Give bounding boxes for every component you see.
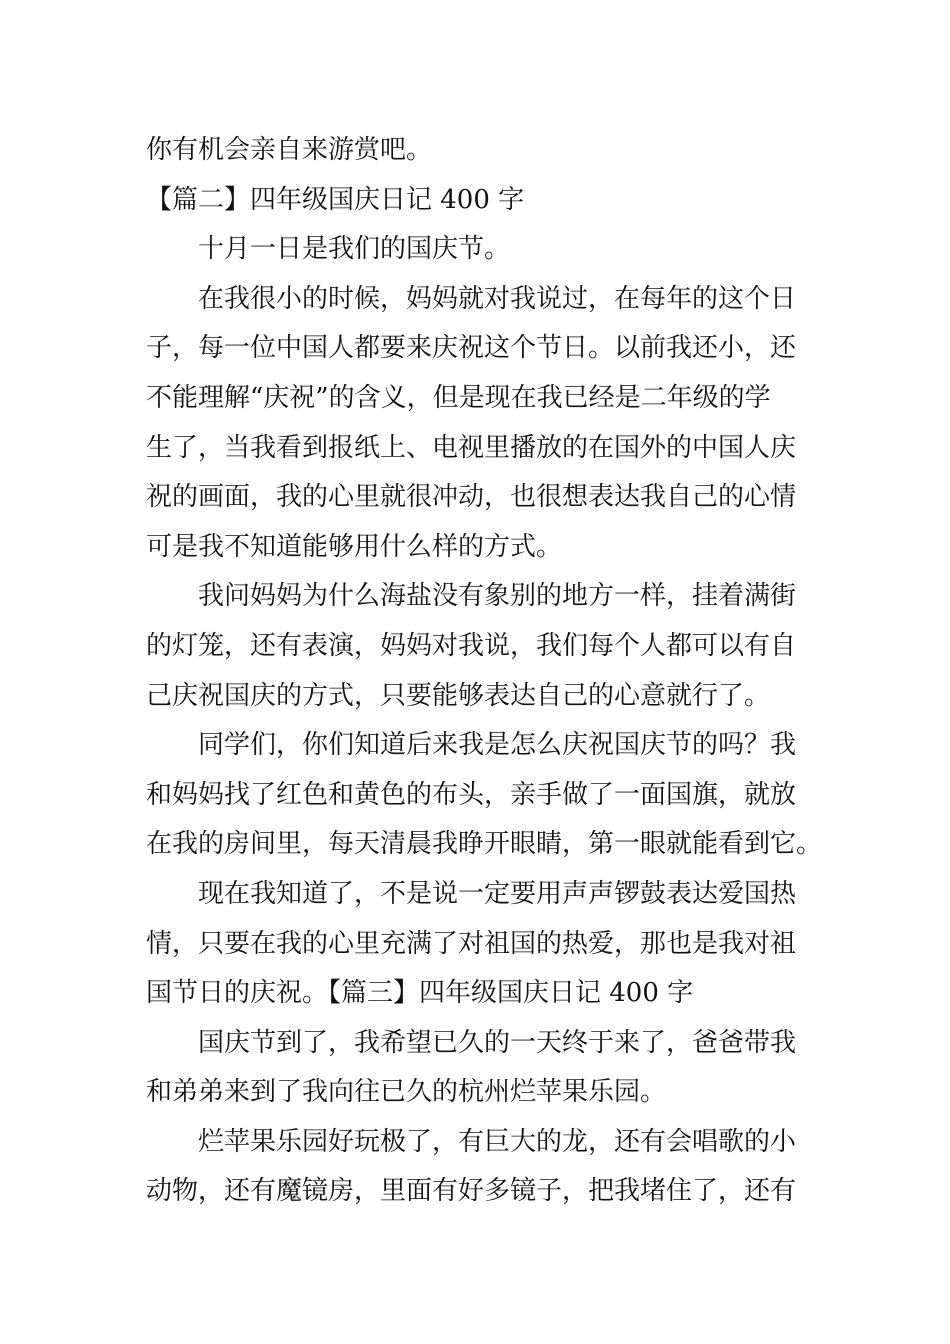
text-line: 祝的画面，我的心里就很冲动，也很想表达我自己的心情 bbox=[146, 482, 797, 513]
text-line: 和妈妈找了红色和黄色的布头，亲手做了一面国旗，就放 bbox=[146, 779, 797, 810]
paragraph-line: 烂苹果乐园好玩极了，有巨大的龙，还有会唱歌的小 bbox=[198, 1126, 797, 1157]
paragraph-line: 十月一日是我们的国庆节。 bbox=[198, 234, 511, 265]
text-line: 国节日的庆祝。【篇三】四年级国庆日记 400 字 bbox=[146, 978, 694, 1009]
paragraph-line: 国庆节到了，我希望已久的一天终于来了，爸爸带我 bbox=[198, 1027, 797, 1058]
paragraph-line: 同学们，你们知道后来我是怎么庆祝国庆节的吗？我 bbox=[198, 730, 797, 761]
paragraph-line: 在我很小的时候，妈妈就对我说过，在每年的这个日 bbox=[198, 283, 797, 314]
section-heading-2: 【篇二】四年级国庆日记 400 字 bbox=[146, 184, 525, 215]
paragraph-line: 现在我知道了，不是说一定要用声声锣鼓表达爱国热 bbox=[198, 878, 797, 909]
text-line: 可是我不知道能够用什么样的方式。 bbox=[146, 531, 563, 562]
document-body bbox=[146, 126, 823, 1217]
text-line: 动物，还有魔镜房，里面有好多镜子，把我堵住了，还有 bbox=[146, 1176, 797, 1207]
text-line: 生了，当我看到报纸上、电视里播放的在国外的中国人庆 bbox=[146, 432, 797, 463]
text-line: 己庆祝国庆的方式，只要能够表达自己的心意就行了。 bbox=[146, 680, 771, 711]
text-line: 情，只要在我的心里充满了对祖国的热爱，那也是我对祖 bbox=[146, 928, 797, 959]
text-line: 在我的房间里，每天清晨我睁开眼睛，第一眼就能看到它。 bbox=[146, 829, 823, 860]
paragraph-line: 我问妈妈为什么海盐没有象别的地方一样，挂着满街 bbox=[198, 581, 797, 612]
text-line: 你有机会亲自来游赏吧。 bbox=[146, 135, 433, 165]
text-line: 不能理解“庆祝”的含义，但是现在我已经是二年级的学 bbox=[146, 382, 771, 413]
text-line: 的灯笼，还有表演，妈妈对我说，我们每个人都可以有自 bbox=[146, 630, 797, 661]
text-line: 和弟弟来到了我向往已久的杭州烂苹果乐园。 bbox=[146, 1077, 667, 1108]
text-line: 子，每一位中国人都要来庆祝这个节日。以前我还小，还 bbox=[146, 333, 797, 364]
